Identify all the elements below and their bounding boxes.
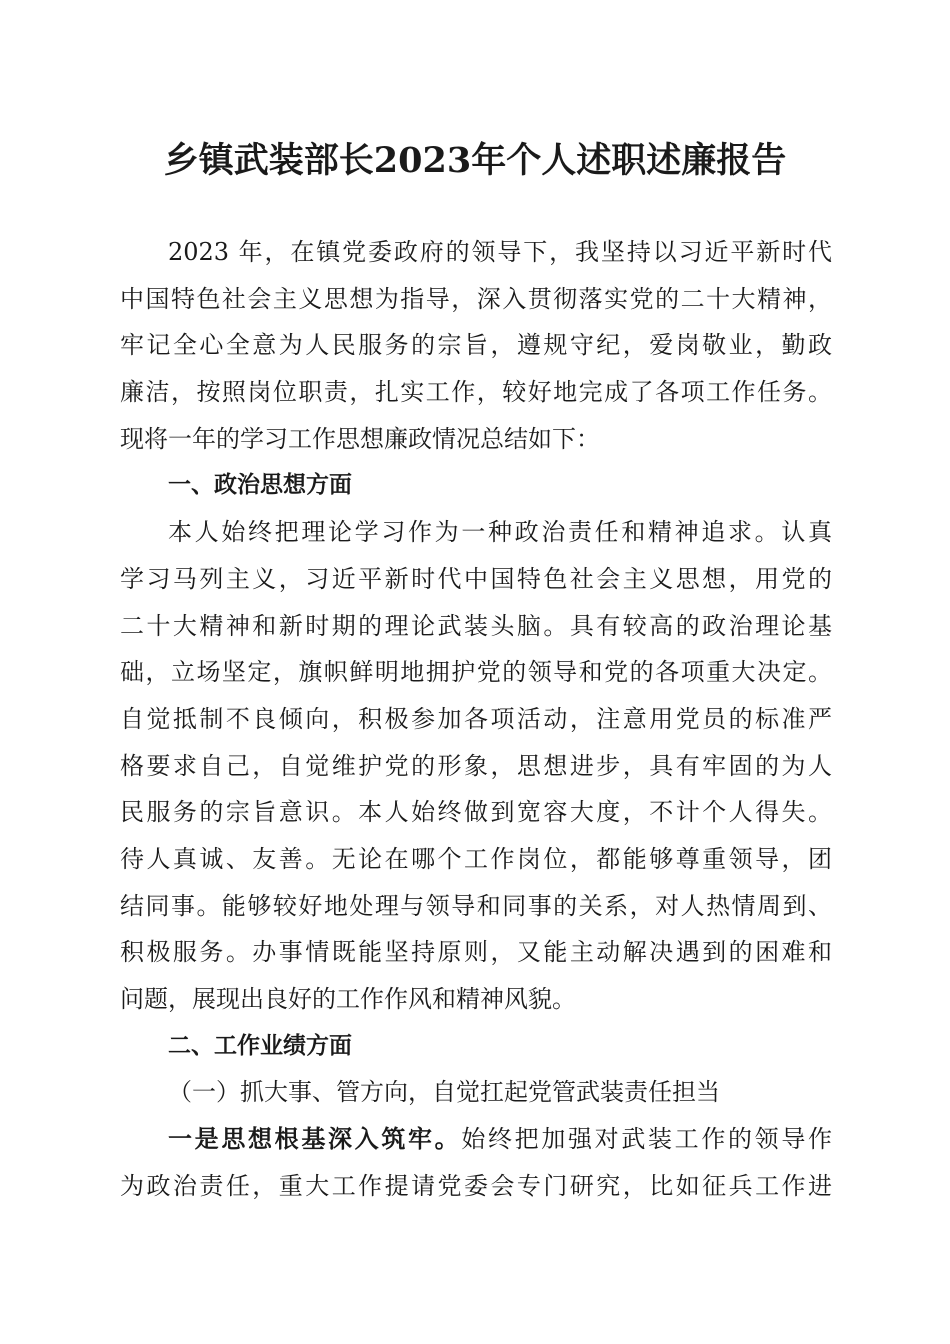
sub-heading: （一）抓大事、管方向，自觉扛起党管武装责任担当 bbox=[168, 1078, 720, 1107]
paragraph-line: 民服务的宗旨意识。本人始终做到宽容大度，不计个人得失。 bbox=[120, 798, 832, 827]
paragraph-line: 积极服务。办事情既能坚持原则，又能主动解决遇到的困难和 bbox=[120, 938, 832, 967]
document-body bbox=[120, 229, 832, 1209]
paragraph-line: 二十大精神和新时期的理论武装头脑。具有较高的政治理论基 bbox=[120, 611, 832, 640]
paragraph-line: 结同事。能够较好地处理与领导和同事的关系，对人热情周到、 bbox=[120, 891, 832, 920]
intro-line: 2023 年，在镇党委政府的领导下，我坚持以习近平新时代 bbox=[168, 238, 832, 266]
paragraph-line: 为政治责任，重大工作提请党委会专门研究，比如征兵工作进 bbox=[120, 1171, 832, 1200]
paragraph-line: 础，立场坚定，旗帜鲜明地拥护党的领导和党的各项重大决定。 bbox=[120, 658, 832, 687]
paragraph-line: 学习马列主义，习近平新时代中国特色社会主义思想，用党的 bbox=[120, 564, 832, 593]
paragraph-line: 本人始终把理论学习作为一种政治责任和精神追求。认真 bbox=[168, 518, 832, 547]
paragraph-line: 格要求自己，自觉维护党的形象，思想进步，具有牢固的为人 bbox=[120, 751, 832, 780]
paragraph-text: 始终把加强对武装工作的领导作 bbox=[461, 1125, 833, 1154]
section-heading: 二、工作业绩方面 bbox=[168, 1032, 352, 1059]
lead-phrase: 一是思想根基深入筑牢。 bbox=[168, 1124, 462, 1154]
paragraph-line: 待人真诚、友善。无论在哪个工作岗位，都能够尊重领导，团 bbox=[120, 844, 832, 873]
intro-line: 牢记全心全意为人民服务的宗旨，遵规守纪，爱岗敬业，勤政 bbox=[120, 331, 832, 360]
section-heading: 一、政治思想方面 bbox=[168, 472, 352, 499]
intro-line: 中国特色社会主义思想为指导，深入贯彻落实党的二十大精神， bbox=[120, 284, 832, 313]
paragraph-line: 问题，展现出良好的工作作风和精神风貌。 bbox=[120, 985, 576, 1013]
intro-line: 现将一年的学习工作思想廉政情况总结如下： bbox=[120, 424, 600, 453]
paragraph-line bbox=[120, 1116, 832, 1163]
paragraph-line: 自觉抵制不良倾向，积极参加各项活动，注意用党员的标准严 bbox=[120, 704, 832, 733]
document-title: 乡镇武装部长2023年个人述职述廉报告 bbox=[163, 140, 787, 181]
intro-line: 廉洁，按照岗位职责，扎实工作，较好地完成了各项工作任务。 bbox=[120, 378, 832, 407]
